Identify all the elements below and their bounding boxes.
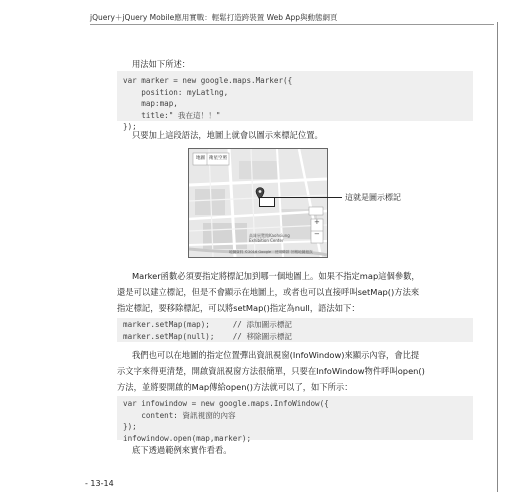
info-paragraph-line1: 我們也可以在地圖的指定位置彈出資訊視窗(InfoWindow)來顯示內容，會比提 xyxy=(132,350,420,360)
code-line: position: myLatlng, xyxy=(123,87,229,97)
callout-line xyxy=(262,197,342,198)
map-terms: 使用條款 xyxy=(275,250,290,254)
marker-tooltip xyxy=(259,197,275,207)
closing-text: 底下透過範例來實作看看。 xyxy=(132,445,232,455)
marker-paragraph-line2: 還是可以建立標記，但是不會顯示在地圖上，或者也可以直接呼叫setMap()方法來 xyxy=(117,287,420,297)
code-line: content: 資訊視窗的內容 xyxy=(123,410,236,420)
venue-label-line1: 高雄展覽館Kaohsiung xyxy=(249,233,290,238)
satellite-type-button: 衛星空照 xyxy=(209,156,227,161)
map-figure xyxy=(188,148,328,258)
map-copyright: 地圖資料 ©2016 Google xyxy=(229,250,272,254)
code-line: map:map, xyxy=(123,99,178,109)
header-divider xyxy=(90,24,494,25)
header-title: jQuery＋jQuery Mobile應用實戰：輕鬆打造跨裝置 Web App與動態網頁 xyxy=(90,13,338,22)
zoom-in-icon: + xyxy=(314,218,320,226)
code-line: var marker = new google.maps.Marker({ xyxy=(123,76,293,85)
code-line: }); xyxy=(123,122,137,132)
margin-divider xyxy=(497,22,498,492)
page-number: - 13-14 xyxy=(85,479,114,488)
info-paragraph-line3: 方法，並將要開啟的Map傳給open()方法就可以了，如下所示： xyxy=(117,382,353,392)
callout-label: 這就是圖示標記 xyxy=(345,193,401,202)
code-block-marker xyxy=(117,71,473,132)
code-line: marker.setMap(null); // 移除圖示標記 xyxy=(123,331,293,341)
code-line: }); xyxy=(123,422,137,432)
marker-paragraph-line1: Marker函數必須要指定將標記加到哪一個地圖上。如果不指定map這個參數， xyxy=(132,271,420,281)
code-line: title:" 我在這！！" xyxy=(123,110,221,120)
code-block-setmap xyxy=(117,318,473,342)
map-type-button: 地圖 xyxy=(196,156,205,161)
code-line: var infowindow = new google.maps.InfoWindow({ xyxy=(123,399,329,408)
marker-paragraph-line3: 指定標記，要移除標記，可以將setMap()指定為null，語法如下： xyxy=(117,303,360,313)
code-block-infowindow xyxy=(117,396,473,443)
map-report: 回報地圖錯誤 xyxy=(291,250,313,254)
code-line: infowindow.open(map,marker); xyxy=(123,433,252,443)
zoom-out-icon: − xyxy=(314,230,320,238)
usage-intro: 用法如下所述： xyxy=(132,59,191,69)
venue-label-line2: Exhibition Center xyxy=(249,238,284,243)
info-paragraph-line2: 示文字來得更清楚，開啟資訊視窗方法很簡單，只要在InfoWindow物件呼叫open() xyxy=(117,366,425,376)
after-code-text: 只要加上這段語法，地圖上就會以圖示來標記位置。 xyxy=(132,130,323,140)
code-line: marker.setMap(map); // 添加圖示標記 xyxy=(123,320,293,329)
